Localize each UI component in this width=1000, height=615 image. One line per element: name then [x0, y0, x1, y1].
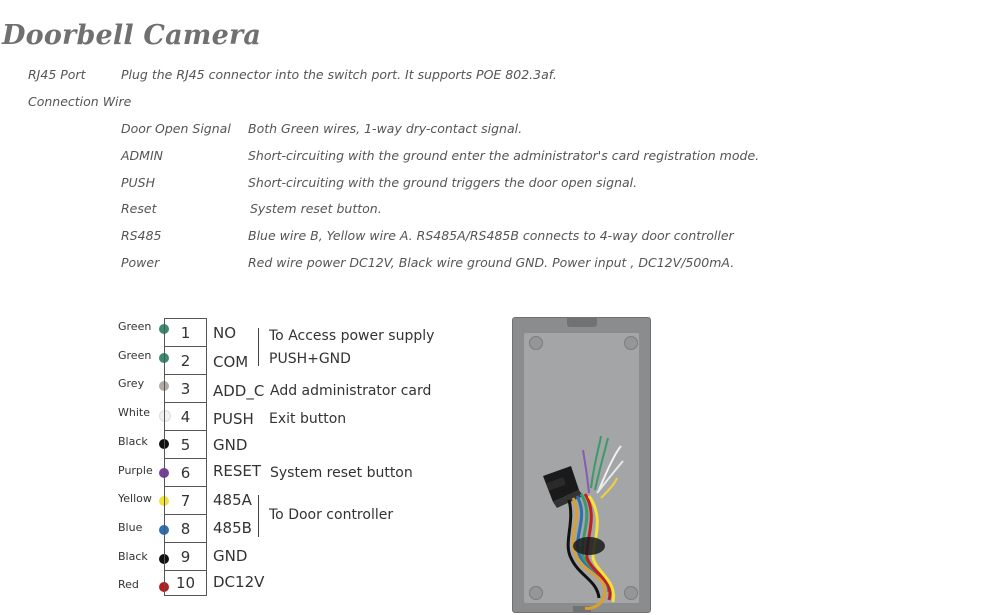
access-power-desc: To Access power supply: [269, 328, 435, 344]
doorbell-device-back-image: [512, 317, 651, 613]
rj45-desc: Plug the RJ45 connector into the switch port. It supports POE 802.3af.: [121, 67, 557, 82]
pin-name: NO: [213, 324, 237, 342]
exit-button-desc: Exit button: [269, 411, 347, 427]
pin-name: GND: [213, 436, 248, 454]
terminal-divider: [164, 346, 207, 347]
wire-color-label: Red: [118, 578, 139, 591]
wire-color-label: Black: [118, 550, 148, 563]
power-label: Power: [121, 255, 160, 270]
pin-name: DC12V: [213, 573, 265, 591]
bracket-line: [258, 328, 259, 366]
pin-name: RESET: [213, 462, 262, 480]
pin-name: COM: [213, 353, 249, 371]
push-gnd-desc: PUSH+GND: [269, 351, 351, 367]
terminal-divider: [164, 542, 207, 543]
rs485-label: RS485: [121, 228, 162, 243]
wire-color-label: Blue: [118, 521, 143, 534]
system-reset-desc: System reset button: [270, 465, 413, 481]
pin-number: 2: [180, 352, 191, 370]
reset-label: Reset: [121, 201, 157, 216]
terminal-divider: [164, 374, 207, 375]
rj45-label: RJ45 Port: [28, 67, 86, 82]
terminal-divider: [164, 514, 207, 515]
wire-bundle-icon: [513, 318, 652, 614]
pin-name: 485A: [213, 491, 252, 509]
wire-color-label: Green: [118, 349, 152, 362]
bracket-line: [258, 495, 259, 537]
door-controller-desc: To Door controller: [269, 507, 394, 523]
pin-number: 1: [180, 324, 191, 342]
door-open-signal-desc: Both Green wires, 1-way dry-contact signal.: [248, 121, 523, 136]
wire-color-label: Yellow: [118, 492, 152, 505]
pin-number: 6: [180, 464, 191, 482]
push-desc: Short-circuiting with the ground triggers the door open signal.: [248, 175, 638, 190]
power-desc: Red wire power DC12V, Black wire ground GND. Power input , DC12V/500mA.: [248, 255, 735, 270]
add-admin-desc: Add administrator card: [270, 383, 432, 399]
admin-label: ADMIN: [121, 148, 163, 163]
reset-desc: System reset button.: [250, 201, 382, 216]
pin-name: ADD_C: [213, 382, 265, 400]
pin-name: 485B: [213, 519, 252, 537]
terminal-divider: [164, 570, 207, 571]
terminal-divider: [164, 458, 207, 459]
pin-number: 8: [180, 520, 191, 538]
admin-desc: Short-circuiting with the ground enter the administrator's card registration mode.: [248, 148, 760, 163]
rs485-desc: Blue wire B, Yellow wire A. RS485A/RS485B connects to 4-way door controller: [248, 228, 734, 243]
connection-wire-label: Connection Wire: [28, 94, 132, 109]
push-label: PUSH: [121, 175, 156, 190]
pin-number: 5: [180, 436, 191, 454]
pin-name: GND: [213, 547, 248, 565]
terminal-divider: [164, 402, 207, 403]
wire-color-label: Green: [118, 320, 152, 333]
pin-number: 10: [175, 574, 196, 592]
wire-color-label: White: [118, 406, 150, 419]
pin-number: 4: [180, 408, 191, 426]
wire-color-label: Black: [118, 435, 148, 448]
terminal-divider: [164, 486, 207, 487]
pin-number: 9: [180, 548, 191, 566]
pin-name: PUSH: [213, 410, 254, 428]
door-open-signal-label: Door Open Signal: [121, 121, 231, 136]
terminal-divider: [164, 430, 207, 431]
pin-number: 7: [180, 492, 191, 510]
wire-color-label: Grey: [118, 377, 145, 390]
wire-color-label: Purple: [118, 464, 153, 477]
page-title: Doorbell Camera: [2, 20, 262, 51]
pin-number: 3: [180, 380, 191, 398]
